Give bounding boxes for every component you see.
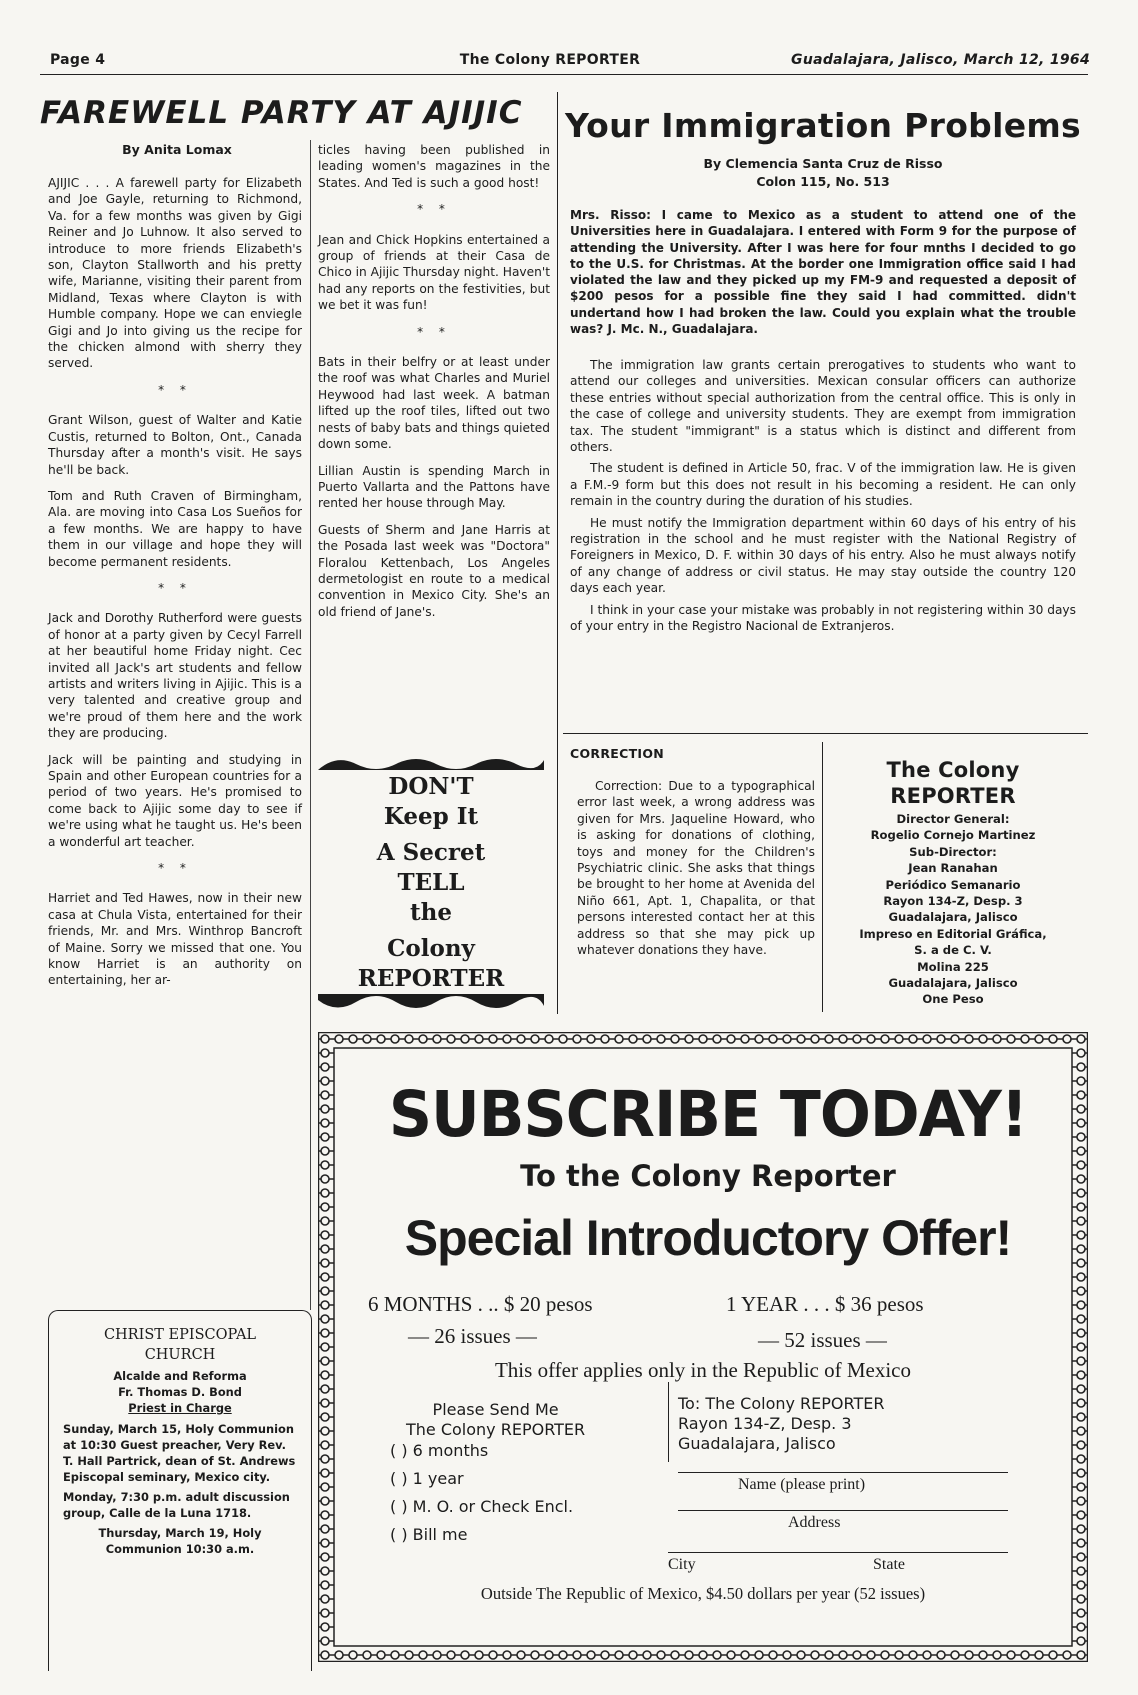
church-notice-box	[48, 1310, 312, 1671]
promo-line: DON'T	[388, 773, 474, 800]
offer-scope: This offer applies only in the Republic of Mexico	[494, 1358, 912, 1382]
separator-stars: * *	[417, 202, 451, 217]
paragraph: The student is defined in Article 50, frac. V of the immigration law. He is given a F.M.-9 form but this does not result in his becoming a resident. He can only remain in the country during the duration of his studies.	[570, 461, 1076, 509]
correction-heading: CORRECTION	[570, 746, 665, 761]
church-priest: Fr. Thomas D. Bond	[118, 1385, 242, 1399]
separator-stars: * *	[158, 382, 192, 397]
paragraph: Grant Wilson, guest of Walter and Katie Custis, returned to Bolton, Ont., Canada Thursday after a month's visit. He says he'll be back.	[48, 413, 302, 477]
masthead-line: S. a de C. V.	[914, 943, 992, 958]
church-name	[63, 1325, 297, 1365]
option-1-year-checkbox[interactable]: ( ) 1 year	[390, 1469, 464, 1488]
church-sunday: Sunday, March 15, Holy Communion at 10:30 Guest preacher, Very Rev. T. Hall Partrick, dean of St. Andrews Episcopal seminary, Mexico city.	[63, 1422, 296, 1484]
paragraph: Guests of Sherm and Jane Harris at the Posada last week was "Doctora" Floralou Kettenbach, Los Angeles dermetologist en route to a medical convention in Mexico City. She's an old friend of Jane's.	[318, 522, 550, 619]
masthead-line: Sub-Director:	[909, 844, 997, 859]
church-address: Alcalde and Reforma	[113, 1369, 247, 1383]
column-byline	[563, 155, 1083, 191]
price-six-months: 6 MONTHS . .. $ 20 pesos	[368, 1292, 593, 1316]
separator-stars: * *	[417, 324, 451, 339]
address-line: To: The Colony REPORTER	[678, 1394, 885, 1413]
subscribe-offer: Special Introductory Offer!	[404, 1210, 1012, 1266]
masthead-line: Molina 225	[917, 959, 989, 974]
state-field-label: State	[873, 1556, 905, 1573]
promo-line: TELL	[397, 869, 465, 896]
masthead-title: The Colony REPORTER	[886, 758, 1020, 808]
church-monday: Monday, 7:30 p.m. adult discussion group, Calle de la Luna 1718.	[63, 1490, 290, 1520]
church-priest-role: Priest in Charge	[128, 1401, 232, 1415]
paragraph: He must notify the Immigration department within 60 days of his entry of his registration in the school and he must register with the National Registry of Foreigners in Mexico, D. F. within 30 days of his entry. Also he must always notify of any change of address or civil status. He may stay outside the country 120 days each year.	[570, 515, 1076, 596]
promo-line: the	[410, 899, 452, 926]
paragraph: AJIJIC . . . A farewell party for Elizabeth and Joe Gayle, returning to Richmond, Va. for a few months was given by Gigi Reiner and Jo Luhnow. It also served to introduce to more friends Elizabeth's son, Clayton Stallworth and his pretty wife, Marianne, visiting their parent from Midland, Texas where Clayton is with Humble company. Hope we can enviegle Gigi and Jo into giving us the recipe for the chicken almond with sherry they served.	[48, 176, 302, 371]
folio-rule	[40, 74, 1088, 75]
form-divider	[668, 1382, 669, 1462]
column-rule	[310, 140, 311, 1310]
paragraph: Bats in their belfry or at least under the roof was what Charles and Muriel Heywood had last week. A batman lifted up the roof tiles, lifted out two nests of baby bats and things quieted down some.	[318, 355, 550, 452]
form-title-line: Please Send Me	[432, 1400, 559, 1419]
option-6-months-checkbox[interactable]: ( ) 6 months	[390, 1441, 489, 1460]
option-check-enclosed-checkbox[interactable]: ( ) M. O. or Check Encl.	[390, 1497, 574, 1516]
promo-box	[316, 752, 546, 1017]
order-options	[390, 1437, 573, 1549]
article-byline: By Anita Lomax	[122, 142, 232, 157]
masthead-line: Rayon 134-Z, Desp. 3	[883, 894, 1023, 909]
paragraph: ticles having been published in leading women's magazines in the States. And Ted is such a good host!	[318, 143, 550, 190]
column-rule	[822, 742, 823, 1012]
column-rule	[557, 92, 558, 1014]
article-column-2	[318, 142, 550, 630]
promo-line: Colony	[387, 935, 475, 962]
address-line: Rayon 134-Z, Desp. 3	[678, 1414, 852, 1433]
name-field-label: Name (please print)	[738, 1476, 866, 1493]
issues-six-months: — 26 issues —	[408, 1324, 537, 1348]
address-field-label: Address	[788, 1514, 841, 1531]
section-rule	[563, 733, 1088, 734]
promo-line: A Secret	[376, 839, 486, 866]
city-field-label: City	[668, 1556, 696, 1573]
column-headline: Your Immigration Problems	[564, 106, 1082, 145]
correction-body	[577, 778, 815, 958]
masthead-line: Periódico Semanario	[885, 877, 1021, 892]
masthead-line: Jean Ranahan	[908, 861, 998, 876]
paper-name: The Colony REPORTER	[459, 52, 641, 68]
paragraph: The immigration law grants certain prerogatives to students who want to attend our colleges and universities. Mexican consular officers can authorize these entries without special authorization from the central office. This is only in the case of college and university students. They are exempt from immigration tax. The student "immigrant" is a status which is distinct and different from others.	[570, 358, 1076, 455]
order-form-title	[406, 1400, 585, 1440]
article-column-1	[48, 175, 302, 999]
subscribe-subhead: To the Colony Reporter	[520, 1159, 896, 1193]
price-one-year: 1 YEAR . . . $ 36 pesos	[726, 1292, 924, 1316]
masthead-line: Guadalajara, Jalisco	[888, 976, 1018, 991]
form-title-line: The Colony REPORTER	[406, 1420, 586, 1439]
address-line: Guadalajara, Jalisco	[678, 1434, 836, 1453]
masthead-line: Impreso en Editorial Gráfica,	[859, 926, 1047, 941]
column-answer	[570, 357, 1076, 640]
subscribe-headline: SUBSCRIBE TODAY!	[388, 1078, 1028, 1152]
paragraph: Harriet and Ted Hawes, now in their new casa at Chula Vista, entertained for their friends, Mr. and Mrs. Winthrop Bancroft of Maine. Sorry we missed that one. You know Harriet is an authority on entertaining, her ar-	[48, 891, 302, 988]
page-number: Page 4	[50, 52, 106, 68]
masthead-line: Director General:	[896, 812, 1010, 826]
masthead-line: Guadalajara, Jalisco	[888, 910, 1018, 925]
church-name-line: CHRIST EPISCOPAL	[103, 1327, 257, 1343]
paragraph: Jack and Dorothy Rutherford were guests of honor at a party given by Cecyl Farrell at her beautiful home Friday night. Cec invited all Jack's art students and fellow artists and writers living in Ajijic. This is a very talented and creative group and we're proud of them here and the work they are producing.	[48, 611, 302, 741]
dateline: Guadalajara, Jalisco, March 12, 1964	[791, 52, 1090, 68]
masthead-line: One Peso	[922, 992, 984, 1007]
wave-border-top	[316, 752, 546, 772]
church-thursday: Thursday, March 19, Holy Communion 10:30 a.m.	[98, 1526, 262, 1556]
name-field-line[interactable]	[678, 1472, 1008, 1473]
option-bill-me-checkbox[interactable]: ( ) Bill me	[390, 1525, 468, 1544]
promo-line: REPORTER	[357, 965, 505, 992]
paragraph: Correction: Due to a typographical error last week, a wrong address was given for Mrs. Jaqueline Howard, who is asking for donations of clothing, toys and money for the Children's Psychiatric clinic. She asks that things be brought to her home at Avenida del Niño 661, Apt. 1, Chapalita, or that persons interested contact her at this address so that she may pick up whatever donations they have.	[577, 779, 815, 958]
paragraph: Jack will be painting and studying in Spain and other European countries for a period of two years. He's promised to come back to Ajijic some day to see if we're using what he taught us. He's been a wonderful art teacher.	[48, 752, 302, 849]
byline-address: Colon 115, No. 513	[756, 174, 890, 189]
subscription-ad	[318, 1032, 1088, 1662]
separator-stars: * *	[158, 861, 192, 876]
city-state-field-line[interactable]	[668, 1552, 1008, 1553]
church-name-line: CHURCH	[144, 1347, 216, 1363]
issues-one-year: — 52 issues —	[758, 1328, 887, 1352]
byline-name: By Clemencia Santa Cruz de Risso	[703, 156, 943, 171]
address-field-line[interactable]	[678, 1510, 1008, 1511]
masthead-box	[830, 757, 1076, 1008]
promo-line: Keep It	[383, 803, 479, 830]
foreign-rate: Outside The Republic of Mexico, $4.50 dollars per year (52 issues)	[480, 1584, 926, 1603]
paragraph: Tom and Ruth Craven of Birmingham, Ala. are moving into Casa Los Sueños for a few months. We are happy to have them in our village and hope they will become permanent residents.	[48, 488, 302, 569]
paragraph: Jean and Chick Hopkins entertained a group of friends at their Casa de Chico in Ajijic Thursday night. Haven't had any reports on the festivities, but we bet it was fun!	[318, 232, 550, 313]
reader-question: Mrs. Risso: I came to Mexico as a student to attend one of the Universities here in Guadalajara. I entered with Form 9 for the purpose of attending the University. After I was here for four mnths I decided to go to the U.S. for Christmas. At the border one Immigration office said I had violated the law and they picked up my FM-9 and requested a deposit of $200 pesos for a possible fine they said I had committed. didn't undertand how I had broken the law. Could you explain what the trouble was? J. Mc. N., Guadalajara.	[570, 208, 1076, 337]
mailing-address	[678, 1394, 884, 1454]
church-notice	[63, 1325, 297, 1557]
masthead-line: Rogelio Cornejo Martinez	[870, 828, 1036, 843]
article-headline: FAREWELL PARTY AT AJIJIC	[40, 95, 523, 131]
promo-text	[316, 772, 546, 994]
paragraph: I think in your case your mistake was probably in not registering within 30 days of your entry in the Registro Nacional de Extranjeros.	[570, 602, 1076, 634]
wave-border-bottom	[316, 992, 546, 1014]
paragraph: Lillian Austin is spending March in Puerto Vallarta and the Pattons have rented her house through May.	[318, 463, 550, 511]
separator-stars: * *	[158, 580, 192, 595]
